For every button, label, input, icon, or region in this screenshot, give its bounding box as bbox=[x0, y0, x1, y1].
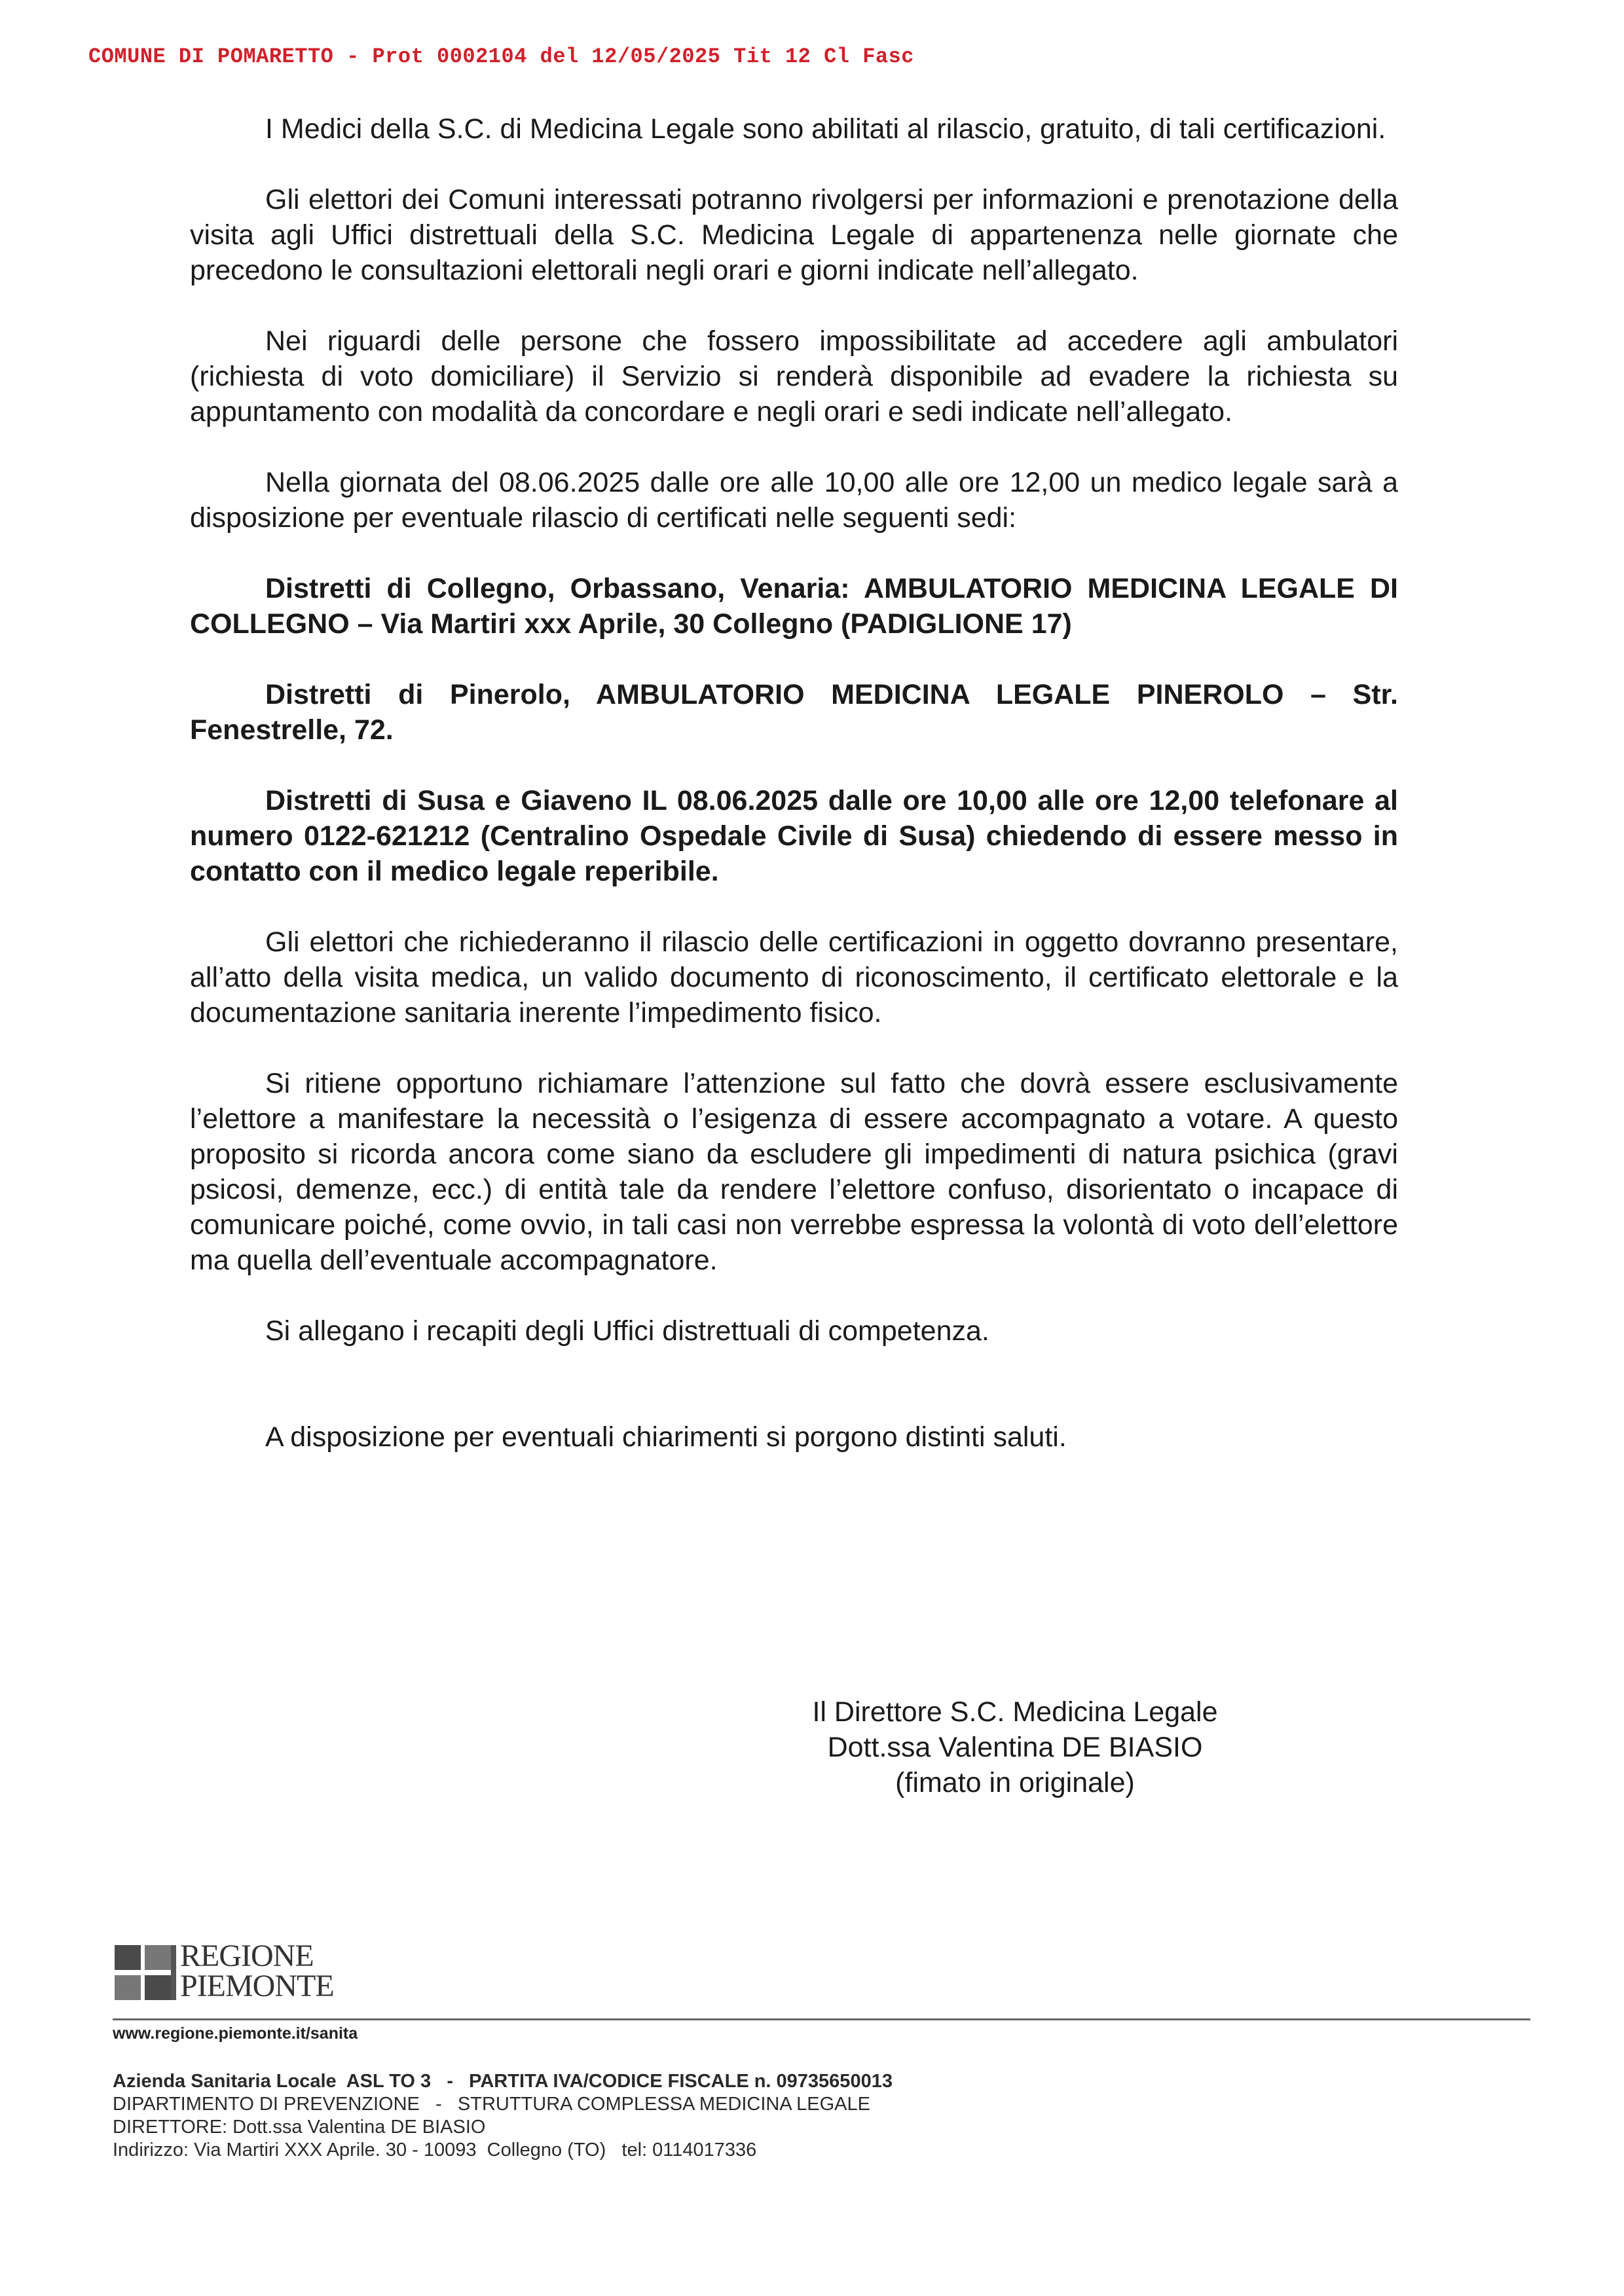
signature-name: Dott.ssa Valentina DE BIASIO bbox=[827, 1732, 1203, 1763]
paragraph-pinerolo-location: Distretti di Pinerolo, AMBULATORIO MEDICINA LEGALE PINEROLO – Str. Fenestrelle, 72. bbox=[190, 679, 1398, 746]
paragraph: Si ritiene opportuno richiamare l’attenzione sul fatto che dovrà essere esclusivamente l’elettore a manifestare la necessità o l’esigenza di essere accompagnato a votare. A questo proposito si ricorda ancora come siano da escludere gli impedimenti di natura psichica (gravi psicosi, demenze, ecc.) di entità tale da rendere l’elettore confuso, disorientato o incapace di comunicare poiché, come ovvio, in tali casi non verrebbe espressa la volontà di voto dell’elettore ma quella dell’eventuale accompagnatore. bbox=[190, 1068, 1398, 1276]
regione-emblem-icon bbox=[115, 1945, 177, 2003]
paragraph: Nella giornata del 08.06.2025 dalle ore alle 10,00 alle ore 12,00 un medico legale sarà a disposizione per eventuale rilascio di certificati nelle seguenti sedi: bbox=[190, 467, 1398, 534]
letterhead-footer bbox=[113, 2070, 1226, 2162]
signature-title: Il Direttore S.C. Medicina Legale bbox=[812, 1696, 1218, 1728]
letter-body bbox=[190, 111, 1398, 1490]
paragraph: I Medici della S.C. di Medicina Legale sono abilitati al rilascio, gratuito, di tali certificazioni. bbox=[265, 113, 1386, 145]
paragraph: Nei riguardi delle persone che fossero impossibilitate ad accedere agli ambulatori (richiesta di voto domiciliare) il Servizio si renderà disponibile ad evadere la richiesta su appuntamento con modalità da concordare e negli orari e sedi indicate nell’allegato. bbox=[190, 325, 1398, 428]
paragraph-collegno-location: Distretti di Collegno, Orbassano, Venaria: AMBULATORIO MEDICINA LEGALE DI COLLEGNO – Via Martiri xxx Aprile, 30 Collegno (PADIGLIONE 17) bbox=[190, 573, 1398, 640]
paragraph: Si allegano i recapiti degli Uffici distrettuali di competenza. bbox=[265, 1315, 989, 1347]
footer-divider bbox=[113, 2018, 1530, 2020]
signature-note: (fimato in originale) bbox=[895, 1767, 1135, 1798]
paragraph-susa-giaveno-phone: Distretti di Susa e Giaveno IL 08.06.2025 dalle ore 10,00 alle ore 12,00 telefonare al numero 0122-621212 (Centralino Ospedale Civile di Susa) chiedendo di essere messo in contatto con il medico legale reperibile. bbox=[190, 785, 1398, 887]
protocol-stamp: COMUNE DI POMARETTO - Prot 0002104 del 12/05/2025 Tit 12 Cl Fasc bbox=[88, 45, 914, 69]
paragraph: Gli elettori che richiederanno il rilascio delle certificazioni in oggetto dovranno presentare, all’atto della visita medica, un valido documento di riconoscimento, il certificato elettorale e la documentazione sanitaria inerente l’impedimento fisico. bbox=[190, 926, 1398, 1029]
paragraph: Gli elettori dei Comuni interessati potranno rivolgersi per informazioni e prenotazione della visita agli Uffici distrettuali della S.C. Medicina Legale di appartenenza nelle giornate che precedono le consultazioni elettorali negli orari e giorni indicate nell’allegato. bbox=[190, 184, 1398, 286]
logo-line-regione: REGIONE bbox=[180, 1939, 314, 1973]
logo-line-piemonte: PIEMONTE bbox=[180, 1969, 334, 2003]
website-link[interactable]: www.regione.piemonte.it/sanita bbox=[113, 2024, 358, 2043]
footer-line-address: Indirizzo: Via Martiri XXX Aprile. 30 - 10093 Collegno (TO) tel: 0114017336 bbox=[113, 2140, 757, 2160]
logo-wordmark bbox=[180, 1941, 334, 2001]
footer-line-department: DIPARTIMENTO DI PREVENZIONE - STRUTTURA COMPLESSA MEDICINA LEGALE bbox=[113, 2094, 870, 2115]
signature-block bbox=[766, 1694, 1264, 1800]
closing-paragraph: A disposizione per eventuali chiarimenti si porgono distinti saluti. bbox=[265, 1421, 1067, 1453]
footer-line-asl: Azienda Sanitaria Locale ASL TO 3 - PARTITA IVA/CODICE FISCALE n. 09735650013 bbox=[113, 2071, 893, 2092]
regione-piemonte-logo bbox=[115, 1941, 416, 2007]
footer-line-director: DIRETTORE: Dott.ssa Valentina DE BIASIO bbox=[113, 2117, 486, 2138]
